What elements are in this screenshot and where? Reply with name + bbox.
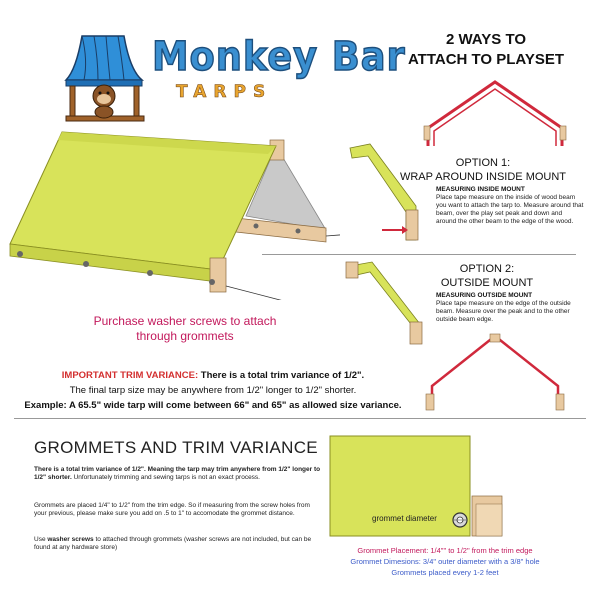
outline-frame-icon (420, 330, 570, 412)
option1-title (398, 156, 568, 184)
trim-label-rest: There is a total trim variance of 1/2". (198, 370, 365, 381)
grommets-p3 (34, 536, 324, 552)
grommet-diameter-label: grommet diameter (372, 514, 437, 523)
option1-measure-heading: MEASURING INSIDE MOUNT (436, 186, 525, 193)
grommets-p2: Grommets are placed 1/4" to 1/2" from the trim edge. So if measuring from the screw holes from your previous, please make sure you add on .5 to 1" to accomodate the grommet distance. (34, 502, 310, 517)
option1-measure (436, 186, 584, 226)
attach-heading (396, 30, 576, 70)
attach-heading-line1: 2 WAYS TO (445, 31, 527, 48)
option2-title (412, 262, 562, 290)
grommet-placement: Grommet Placement: 1/4"" to 1/2" from the trim edge (357, 546, 533, 555)
divider-section (14, 418, 586, 419)
option1-measure-text: Place tape measure on the inside of wood beam you want to attach the tarp to. Measure around that beam, over the play set peak and down and around the other beam to the edge of the wood. (436, 194, 584, 225)
grommet-spacing: Grommets placed every 1-2 feet (391, 568, 499, 577)
option2-measure (436, 292, 584, 324)
grommets-p1 (34, 466, 324, 482)
trim-line1 (8, 368, 418, 383)
option1-label: OPTION 1: (455, 157, 511, 169)
option1-profile (340, 138, 430, 248)
trim-variance (8, 368, 418, 413)
trim-label: IMPORTANT TRIM VARIANCE: (61, 370, 199, 381)
option2-label: OPTION 2: (459, 263, 515, 275)
option2-measure-heading: MEASURING OUTSIDE MOUNT (436, 292, 533, 299)
grommet-detail-illustration (326, 434, 506, 540)
option1-subtitle: WRAP AROUND INSIDE MOUNT (399, 171, 567, 183)
logo-title: Monkey Bar (152, 34, 406, 80)
grommets-p3-bold: washer screws (47, 536, 94, 543)
grommet-dimensions: Grommet Dimesions: 3/4" outer diameter with a 3/8" hole (350, 557, 540, 566)
purchase-note (50, 314, 320, 344)
tarp-illustration (0, 120, 340, 300)
logo-subtitle: TARPS (176, 82, 273, 102)
trim-line3: Example: A 65.5" wide tarp will come between 66" and 65" as allowed size variance. (24, 400, 402, 411)
option2-measure-text: Place tape measure on the edge of the outside beam. Measure over the peak and to the other outside beam edge. (436, 300, 571, 323)
grommets-p1-bold: There is a total trim variance of 1/2". Meaning the tarp may trim anywhere from 1/2" longer to 1/2" shorter. (34, 466, 321, 481)
purchase-line2: through grommets (136, 329, 234, 343)
a-frame-icon (420, 78, 570, 150)
purchase-line1: Purchase washer screws to attach (93, 314, 277, 328)
logo-illustration (58, 30, 154, 126)
option2-subtitle: OUTSIDE MOUNT (440, 277, 534, 289)
grommets-p3-pre: Use (34, 536, 48, 543)
divider-option (262, 254, 576, 255)
grommets-title: GROMMETS AND TRIM VARIANCE (34, 438, 318, 457)
grommets-p1-rest: Unfortunately trimming and sewing tarps is not an exact process. (71, 474, 260, 481)
trim-line2: The final tarp size may be anywhere from 1/2" longer to 1/2" shorter. (69, 385, 357, 396)
attach-heading-line2: ATTACH TO PLAYSET (407, 51, 565, 68)
grommets-p3-rest: to attached through grommets (washer screws are not included, but can be found at any hardware store) (34, 536, 312, 551)
